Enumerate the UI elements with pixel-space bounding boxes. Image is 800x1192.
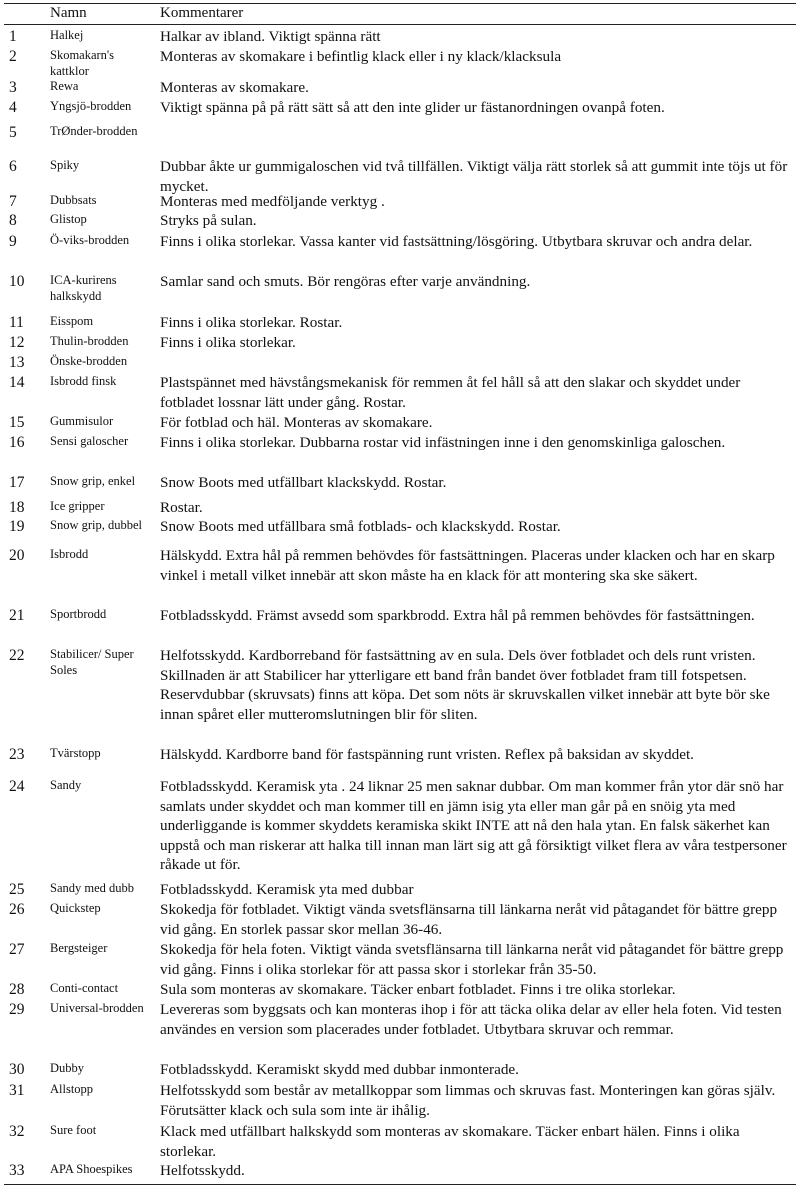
row-name: Sportbrodd xyxy=(50,607,107,621)
row-comment: Rostar. xyxy=(160,499,203,516)
row-number: 12 xyxy=(9,334,25,351)
row-number: 24 xyxy=(9,778,25,795)
row-comment: Klack med utfällbart halkskydd som monteras av skomakare. Täcker enbart hälen. Finns i olika storlekar. xyxy=(160,1123,740,1160)
row-comment: Plastspännet med hävstångsmekanisk för remmen åt fel håll så att den slakar och skyddet under fotbladet lossnar lätt under gång. Rostar. xyxy=(160,374,741,411)
row-name: Ice gripper xyxy=(50,499,105,513)
row-name: Gummisulor xyxy=(50,414,114,428)
row-number: 17 xyxy=(9,474,25,491)
row-name: Halkej xyxy=(50,28,84,42)
row-number: 25 xyxy=(9,881,25,898)
row-number: 15 xyxy=(9,414,25,431)
row-number: 9 xyxy=(9,233,17,250)
row-comment: Fotbladsskydd. Keramiskt skydd med dubbar inmonterade. xyxy=(160,1061,519,1078)
row-name: Glistop xyxy=(50,212,87,226)
row-comment: Levereras som byggsats och kan monteras ihop i för att täcka olika delar av eller hela foten. Vid testen användes en version som placerades under fotbladet. Utbytbara skruvar och remmar. xyxy=(160,1001,782,1038)
row-comment: Skokedja för hela foten. Viktigt vända svetsflänsarna till länkarna neråt vid påtagandet för bättre grepp vid gång. Finns i olika storlekar för att passa skor i storlekar från 35-50. xyxy=(160,941,784,978)
row-name: Sensi galoscher xyxy=(50,434,129,448)
row-name: Ö-viks-brodden xyxy=(50,233,130,247)
row-name: Sure foot xyxy=(50,1123,97,1137)
row-name: Snow grip, enkel xyxy=(50,474,136,488)
row-number: 19 xyxy=(9,518,25,535)
row-name: Isbrodd xyxy=(50,547,89,561)
row-number: 8 xyxy=(9,212,17,229)
header-rule xyxy=(4,24,796,25)
row-name: Conti-contact xyxy=(50,981,119,995)
row-number: 5 xyxy=(9,124,17,141)
row-number: 2 xyxy=(9,48,17,65)
row-name: Önske-brodden xyxy=(50,354,128,368)
row-comment: Monteras av skomakare. xyxy=(160,79,309,96)
row-number: 20 xyxy=(9,547,25,564)
row-comment: Finns i olika storlekar. Rostar. xyxy=(160,314,343,331)
row-name: ICA-kurirens halkskydd xyxy=(50,273,117,303)
row-number: 32 xyxy=(9,1123,25,1140)
row-name: Dubby xyxy=(50,1061,85,1075)
row-comment: Halkar av ibland. Viktigt spänna rätt xyxy=(160,28,381,45)
row-name: Yngsjö-brodden xyxy=(50,99,132,113)
row-comment: Helfotsskydd. Kardborreband för fastsättning av en sula. Dels över fotbladet och dels runt vristen. Skillnaden är att Stabilicer har ytterligare ett band från bandet över fotbladet fram till fotspetsen. Reservdubbar (skruvsats) finns att köpa. Det som nöts är skruvskallen vilket innebär att byte bör ske innan spåret eller mutteromslutningen blir för sliten. xyxy=(160,647,770,723)
row-number: 11 xyxy=(9,314,24,331)
row-comment: Hälskydd. Extra hål på remmen behövdes för fastsättningen. Placeras under klacken och har en skarp vinkel i metall vilket innebär att skon måste ha en klack för att montering ska ske säkert. xyxy=(160,547,775,584)
row-number: 26 xyxy=(9,901,25,918)
table-bottom-rule xyxy=(4,1184,796,1185)
row-comment: Monteras av skomakare i befintlig klack eller i ny klack/klacksula xyxy=(160,48,562,65)
row-comment: Helfotsskydd som består av metallkoppar som limmas och skruvas fast. Monteringen kan göras själv. Förutsätter klack och sula som inte är ihålig. xyxy=(160,1082,776,1119)
row-comment: Fotbladsskydd. Keramisk yta med dubbar xyxy=(160,881,414,898)
row-number: 14 xyxy=(9,374,25,391)
row-name: Tvärstopp xyxy=(50,746,101,760)
row-comment: Snow Boots med utfällbara små fotblads- och klackskydd. Rostar. xyxy=(160,518,561,535)
row-comment: Skokedja för fotbladet. Viktigt vända svetsflänsarna till länkarna neråt vid påtagandet för bättre grepp vid gång. En storlek passar skor mellan 36-46. xyxy=(160,901,778,938)
row-name: Isbrodd finsk xyxy=(50,374,117,388)
row-number: 1 xyxy=(9,28,17,45)
row-number: 7 xyxy=(9,193,17,210)
row-comment: Snow Boots med utfällbart klackskydd. Rostar. xyxy=(160,474,447,491)
row-number: 30 xyxy=(9,1061,25,1078)
row-number: 22 xyxy=(9,647,25,664)
row-name: Rewa xyxy=(50,79,79,93)
row-name: Eisspom xyxy=(50,314,94,328)
row-name: Sandy med dubb xyxy=(50,881,135,895)
row-number: 3 xyxy=(9,79,17,96)
row-name: Spiky xyxy=(50,158,80,172)
row-comment: För fotblad och häl. Monteras av skomakare. xyxy=(160,414,433,431)
row-name: Snow grip, dubbel xyxy=(50,518,143,532)
row-name: Thulin-brodden xyxy=(50,334,129,348)
row-number: 23 xyxy=(9,746,25,763)
row-comment: Finns i olika storlekar. xyxy=(160,334,296,351)
column-header-name: Namn xyxy=(50,5,87,21)
row-name: Sandy xyxy=(50,778,82,792)
row-number: 28 xyxy=(9,981,25,998)
row-number: 16 xyxy=(9,434,25,451)
row-number: 27 xyxy=(9,941,25,958)
row-number: 33 xyxy=(9,1162,25,1179)
row-number: 10 xyxy=(9,273,25,290)
row-name: APA Shoespikes xyxy=(50,1162,133,1176)
row-number: 4 xyxy=(9,99,17,116)
row-name: TrØnder-brodden xyxy=(50,124,138,138)
row-name: Skomakarn's kattklor xyxy=(50,48,115,78)
row-name: Quickstep xyxy=(50,901,101,915)
row-number: 29 xyxy=(9,1001,25,1018)
row-comment: Finns i olika storlekar. Dubbarna rostar vid infästningen inne i den genomskinliga galoschen. xyxy=(160,434,726,451)
row-name: Bergsteiger xyxy=(50,941,108,955)
row-comment: Samlar sand och smuts. Bör rengöras efter varje användning. xyxy=(160,273,531,290)
row-comment: Dubbar åkte ur gummigaloschen vid två tillfällen. Viktigt välja rätt storlek så att gummit inte töjs ut för mycket. xyxy=(160,158,788,195)
row-comment: Monteras med medföljande verktyg . xyxy=(160,193,385,210)
row-number: 6 xyxy=(9,158,17,175)
row-comment: Sula som monteras av skomakare. Täcker enbart fotbladet. Finns i tre olika storlekar. xyxy=(160,981,676,998)
row-comment: Viktigt spänna på på rätt sätt så att den inte glider ur fästanordningen ovanpå foten. xyxy=(160,99,665,116)
row-comment: Fotbladsskydd. Främst avsedd som sparkbrodd. Extra hål på remmen behövdes för fastsättningen. xyxy=(160,607,755,624)
row-comment: Stryks på sulan. xyxy=(160,212,257,229)
table-top-rule xyxy=(4,3,796,4)
row-number: 13 xyxy=(9,354,25,371)
row-comment: Finns i olika storlekar. Vassa kanter vid fastsättning/lösgöring. Utbytbara skruvar och andra delar. xyxy=(160,233,753,250)
column-header-comment: Kommentarer xyxy=(160,5,244,21)
row-name: Dubbsats xyxy=(50,193,97,207)
row-number: 21 xyxy=(9,607,25,624)
row-comment: Fotbladsskydd. Keramisk yta . 24 liknar 25 men saknar dubbar. Om man kommer från ytor där snö har samlats under skyddet och man kommer till en jämn isig yta eller man går på en snöig yta med underliggande is kommer skyddets keramiska skikt INTE att nå den hala ytan. En falsk säkerhet kan uppstå och man riskerar att halka till innan man lärt sig att gå försiktigt vilket flera av våra testpersoner råkade ut för. xyxy=(160,778,787,874)
row-name: Universal-brodden xyxy=(50,1001,144,1015)
row-name: Stabilicer/ Super Soles xyxy=(50,647,134,677)
row-name: Allstopp xyxy=(50,1082,94,1096)
row-number: 18 xyxy=(9,499,25,516)
row-number: 31 xyxy=(9,1082,25,1099)
row-comment: Helfotsskydd. xyxy=(160,1162,245,1179)
row-comment: Hälskydd. Kardborre band för fastspänning runt vristen. Reflex på baksidan av skyddet. xyxy=(160,746,694,763)
